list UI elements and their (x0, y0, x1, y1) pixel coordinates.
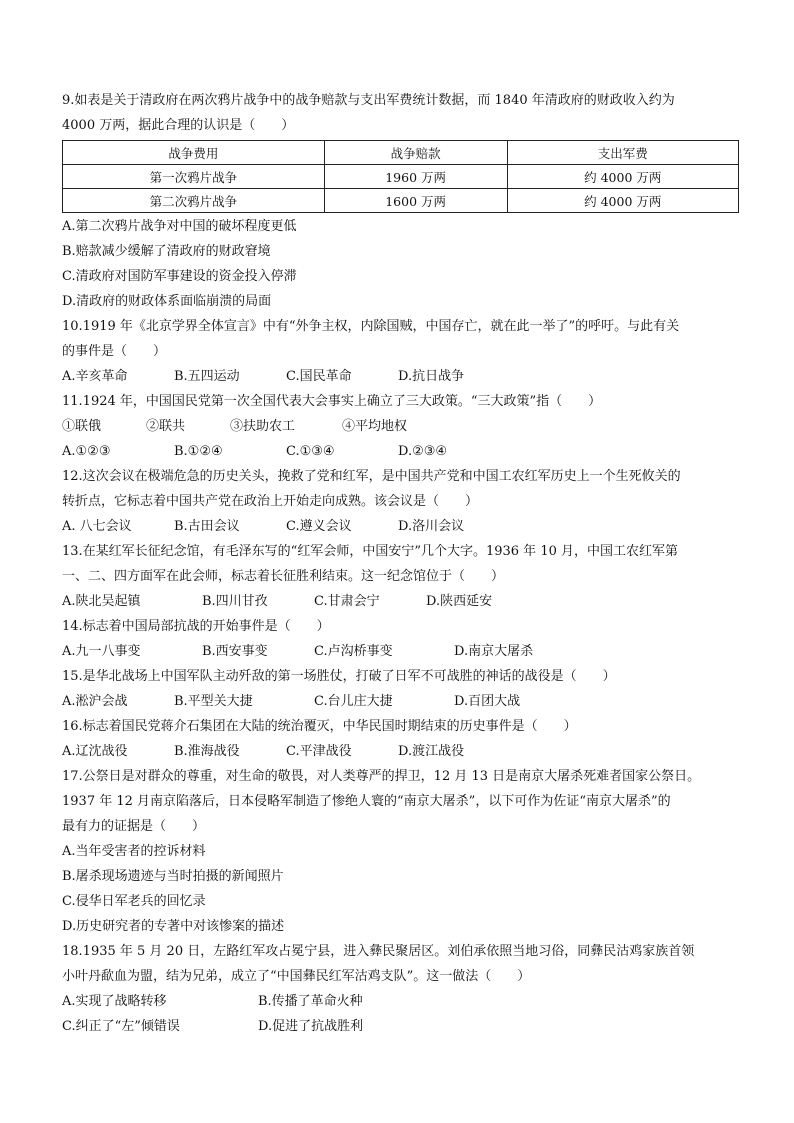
question-10 (62, 314, 742, 389)
table-row (63, 165, 739, 189)
option-a: A.辽沈战役 (62, 744, 128, 759)
question-10-stem: 10.1919 年《北京学界全体宣言》中有“外争主权，内除国贼，中国存亡，就在此一举了”的呼吁。与此有关 (62, 319, 680, 334)
question-13-stem-cont: 一、二、四方面军在此会师，标志着长征胜利结束。这一纪念馆位于（ ） (62, 569, 505, 584)
table-header: 战争赔款 (324, 141, 507, 165)
table-cell: 1960 万两 (324, 165, 507, 189)
table-header: 战争费用 (63, 141, 325, 165)
option-c: C.甘肃会宁 (314, 594, 380, 609)
war-cost-table (62, 140, 739, 213)
table-cell: 第二次鸦片战争 (63, 189, 325, 213)
question-10-stem-cont: 的事件是（ ） (62, 344, 167, 359)
option-c: C.台儿庄大捷 (314, 694, 393, 709)
question-12-stem-cont: 转折点，它标志着中国共产党在政治上开始走向成熟。该会议是（ ） (62, 494, 479, 509)
exam-page (62, 88, 742, 1039)
question-14-stem: 14.标志着中国局部抗战的开始事件是（ ） (62, 619, 330, 634)
option-a: A.当年受害者的控诉材料 (62, 844, 206, 859)
question-15 (62, 664, 742, 714)
option-a: A.实现了战略转移 (62, 994, 167, 1009)
question-18 (62, 939, 742, 1039)
option-b: B.赔款减少缓解了清政府的财政窘境 (62, 244, 271, 259)
options-row (62, 589, 742, 614)
option-d: D.陕西延安 (426, 594, 493, 609)
item-3: ③扶助农工 (230, 419, 296, 434)
question-18-stem: 18.1935 年 5 月 20 日，左路红军攻占冕宁县，进入彝民聚居区。刘伯承依照当地习俗，同彝民沽鸡家族首领 (62, 944, 695, 959)
option-d: D.渡江战役 (398, 744, 465, 759)
options-row (62, 689, 742, 714)
option-c: C.清政府对国防军事建设的资金投入停滞 (62, 269, 297, 284)
option-d: D.促进了抗战胜利 (258, 1019, 364, 1034)
question-18-stem-cont: 小叶丹歃血为盟，结为兄弟，成立了“中国彝民红军沽鸡支队”。这一做法（ ） (62, 969, 531, 984)
option-a: A.淞沪会战 (62, 694, 128, 709)
question-17-stem: 17.公祭日是对群众的尊重，对生命的敬畏，对人类尊严的捍卫，12 月 13 日是南京大屠杀死难者国家公祭日。 (62, 769, 701, 784)
option-c: C.国民革命 (286, 369, 352, 384)
item-2: ②联共 (146, 419, 186, 434)
option-b: B.平型关大捷 (174, 694, 253, 709)
question-9 (62, 88, 742, 314)
question-9-stem-cont: 4000 万两，据此合理的认识是（ ） (62, 118, 295, 133)
question-16-stem: 16.标志着国民党蒋介石集团在大陆的统治覆灭，中华民国时期结束的历史事件是（ ） (62, 719, 577, 734)
option-c: C.卢沟桥事变 (314, 644, 393, 659)
option-b: B.淮海战役 (174, 744, 240, 759)
question-13 (62, 539, 742, 614)
option-a: A.第二次鸦片战争对中国的破坏程度更低 (62, 219, 297, 234)
table-header: 支出军费 (507, 141, 738, 165)
option-d: D.清政府的财政体系面临崩溃的局面 (62, 294, 272, 309)
question-12-stem: 12.这次会议在极端危急的历史关头，挽救了党和红军，是中国共产党和中国工农红军历史上一个生死攸关的 (62, 469, 681, 484)
option-d: D.②③④ (398, 444, 448, 459)
option-c: C.①③④ (286, 444, 335, 459)
option-c: C.遵义会议 (286, 519, 352, 534)
options-row (62, 739, 742, 764)
options-row (62, 989, 742, 1014)
question-17-stem-cont: 1937 年 12 月南京陷落后，日本侵略军制造了惨绝人寰的“南京大屠杀”，以下可作为佐证“南京大屠杀”的 (62, 794, 671, 809)
option-b: B.①②④ (174, 444, 223, 459)
items-row (62, 414, 742, 439)
question-14 (62, 614, 742, 664)
item-1: ①联俄 (62, 419, 102, 434)
option-d: D.洛川会议 (398, 519, 465, 534)
option-b: B.屠杀现场遗迹与当时拍摄的新闻照片 (62, 869, 284, 884)
option-a: A. 八七会议 (62, 519, 132, 534)
option-d: D.百团大战 (454, 694, 521, 709)
question-12 (62, 464, 742, 539)
option-a: A.辛亥革命 (62, 369, 128, 384)
options-row (62, 514, 742, 539)
options-row (62, 439, 742, 464)
option-b: B.传播了革命火种 (258, 994, 363, 1009)
options-row (62, 639, 742, 664)
question-17-stem-cont: 最有力的证据是（ ） (62, 819, 206, 834)
option-c: C.侵华日军老兵的回忆录 (62, 894, 206, 909)
question-15-stem: 15.是华北战场上中国军队主动歼敌的第一场胜仗，打破了日军不可战胜的神话的战役是（ ） (62, 669, 616, 684)
table-cell: 1600 万两 (324, 189, 507, 213)
option-a: A.陕北吴起镇 (62, 594, 141, 609)
option-d: D.抗日战争 (398, 369, 465, 384)
table-header-row (63, 141, 739, 165)
question-11 (62, 389, 742, 464)
option-b: B.五四运动 (174, 369, 240, 384)
item-4: ④平均地权 (342, 419, 408, 434)
question-11-stem: 11.1924 年，中国国民党第一次全国代表大会事实上确立了三大政策。“三大政策”指（ ） (62, 394, 602, 409)
question-9-stem: 9.如表是关于清政府在两次鸦片战争中的战争赔款与支出军费统计数据，而 1840 年清政府的财政收入约为 (62, 93, 675, 108)
option-c: C.平津战役 (286, 744, 352, 759)
option-a: A.九一八事变 (62, 644, 141, 659)
option-b: B.西安事变 (202, 644, 268, 659)
question-13-stem: 13.在某红军长征纪念馆，有毛泽东写的“红军会师，中国安宁”几个大字。1936 年 10 月，中国工农红军第 (62, 544, 678, 559)
question-17 (62, 764, 742, 939)
option-a: A.①②③ (62, 444, 111, 459)
option-d: D.历史研究者的专著中对该惨案的描述 (62, 919, 285, 934)
option-b: B.四川甘孜 (202, 594, 268, 609)
table-row (63, 189, 739, 213)
option-b: B.古田会议 (174, 519, 240, 534)
table-cell: 第一次鸦片战争 (63, 165, 325, 189)
option-d: D.南京大屠杀 (454, 644, 534, 659)
table-cell: 约 4000 万两 (507, 189, 738, 213)
options-row (62, 364, 742, 389)
question-16 (62, 714, 742, 764)
table-cell: 约 4000 万两 (507, 165, 738, 189)
option-c: C.纠正了“左”倾错误 (62, 1019, 180, 1034)
options-row (62, 1014, 742, 1039)
